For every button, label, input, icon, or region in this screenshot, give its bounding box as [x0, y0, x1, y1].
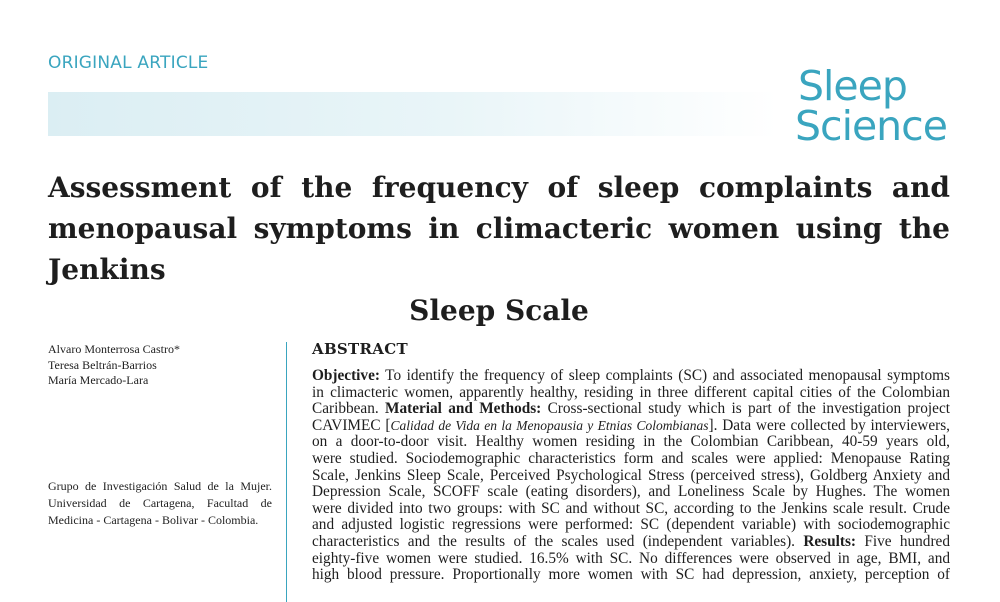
- abstract-body: [312, 368, 950, 584]
- author-list: [48, 342, 278, 389]
- abstract-line: characteristics and the results of the scales used (independent variables). Results: Five hundred: [312, 532, 950, 550]
- author-name: Alvaro Monterrosa Castro*: [48, 342, 180, 356]
- title-line: Sleep Scale: [409, 294, 589, 327]
- header-band: [48, 92, 778, 136]
- abstract-line: Objective: To identify the frequency of sleep complaints (SC) and associated menopausal symptoms: [312, 367, 950, 384]
- abstract-line: high blood pressure. Proportionally more women with SC had depression, anxiety, perception of: [312, 566, 950, 584]
- project-name: Calidad de Vida en la Menopausia y Etnias Colombianas: [390, 417, 709, 433]
- abstract-line: were divided into two groups: with SC and without SC, according to the Jenkins scale result. Crude: [312, 499, 950, 517]
- logo-line-science: Science: [795, 102, 947, 150]
- objective-label: Objective:: [312, 367, 380, 384]
- abstract-line: Scale, Jenkins Sleep Scale, Perceived Psychological Stress (perceived stress), Goldberg Anxiety and: [312, 466, 950, 484]
- abstract-line: in climacteric women, apparently healthy, residing in three different capital cities of the Colombian: [312, 383, 950, 401]
- abstract-line: were studied. Sociodemographic characteristics form and scales were applied: Menopause Rating: [312, 449, 950, 467]
- title-line: Assessment of the frequency of sleep complaints and: [48, 171, 950, 204]
- abstract-line: on a door-to-door visit. Healthy women residing in the Colombian Caribbean, 40-59 years old,: [312, 433, 950, 451]
- abstract-line: eighty-five women were studied. 16.5% with SC. No differences were observed in age, BMI, and: [312, 549, 950, 567]
- journal-logo: [795, 62, 960, 150]
- section-label: ORIGINAL ARTICLE: [48, 53, 209, 73]
- author-affiliation: Grupo de Investigación Salud de la Mujer. Universidad de Cartagena, Facultad de Medicina - Cartagena - Bolivar - Colombia.: [48, 479, 272, 527]
- column-divider: [286, 342, 287, 602]
- logo-line-sleep: Sleep: [798, 62, 907, 110]
- abstract-line: and adjusted logistic regressions were performed: SC (dependent variable) with sociodemographic: [312, 516, 950, 534]
- abstract-line: Caribbean. Material and Methods: Cross-sectional study which is part of the investigation project: [312, 400, 950, 418]
- title-line: menopausal symptoms in climacteric women using the Jenkins: [48, 212, 950, 286]
- abstract-line: Depression Scale, SCOFF scale (eating disorders), and Loneliness Scale by Hughes. The women: [312, 483, 950, 501]
- methods-label: Material and Methods:: [385, 400, 542, 418]
- author-name: María Mercado-Lara: [48, 373, 149, 387]
- article-title: [48, 167, 950, 331]
- author-name: Teresa Beltrán-Barrios: [48, 357, 157, 372]
- results-label: Results:: [803, 532, 857, 550]
- abstract-line: CAVIMEC [Calidad de Vida en la Menopausia y Etnias Colombianas]. Data were collected by interviewers,: [312, 416, 950, 434]
- abstract-heading: ABSTRACT: [312, 340, 408, 358]
